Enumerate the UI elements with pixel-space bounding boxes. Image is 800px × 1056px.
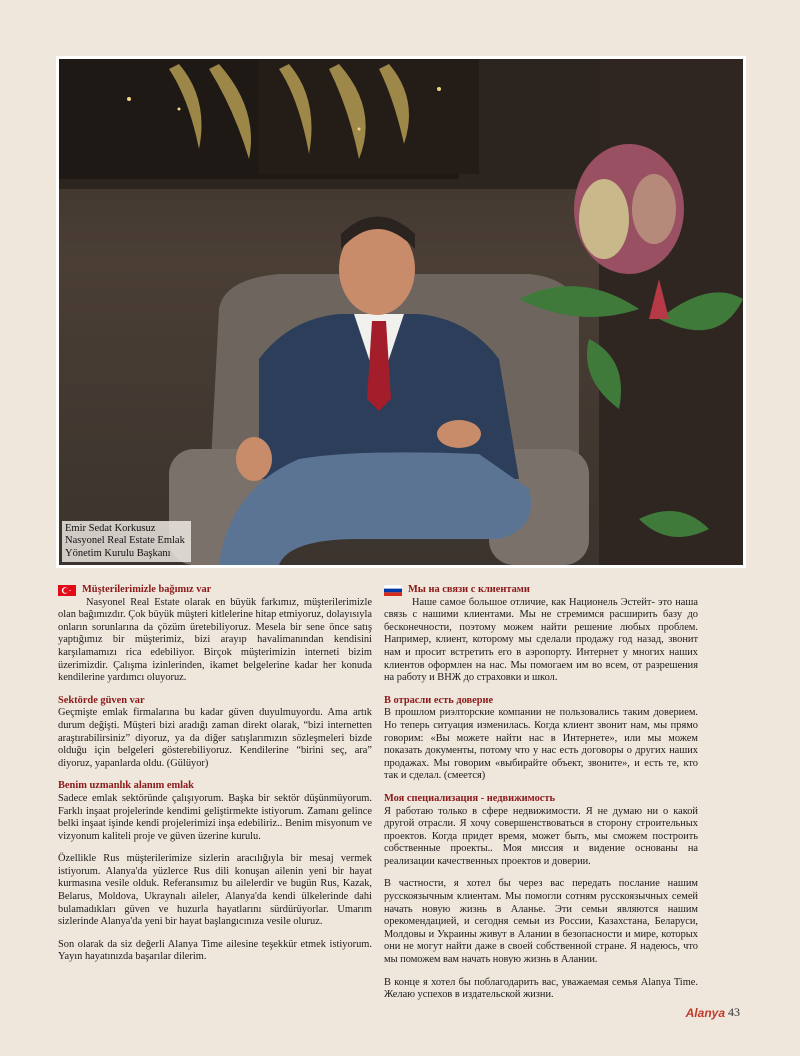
photo-frame [56, 56, 746, 568]
section-tr-1 [58, 584, 372, 685]
section-tr-3 [58, 780, 372, 964]
section-paragraph: В конце я хотел бы поблагодарить вас, уважаемая семья Alanya Time. Желаю успехов в издательской жизни. [384, 976, 698, 1001]
section-paragraph: Geçmişte emlak firmalarına bu kadar güven duyulmuyordu. Ama artık durum değişti. Müşteri bizi aradığı zaman direkt olarak, “bizi internetten araştırabilirsiniz” diyoruz, ya da diğer satışlarımızın sözleşmeleri bizde olduğu için belgeleri gösterebiliyoruz. Kendilerine “birini seç, ara” diyoruz, yapanlarda oldu. (Gülüyor) [58, 707, 372, 769]
section-heading: Benim uzmanlık alanım emlak [58, 780, 194, 792]
caption-title: Yönetim Kurulu Başkanı [65, 547, 171, 559]
section-heading: Моя специализация - недвижимость [384, 792, 555, 804]
section-heading: Müşterilerimizle bağımız var [58, 584, 372, 597]
section-ru-3 [384, 793, 698, 1002]
photo-caption [62, 521, 191, 563]
section-paragraph: Son olarak da siz değerli Alanya Time ailesine teşekkür etmek istiyorum. Yayın hayatınızda başarılar dilerim. [58, 938, 372, 963]
caption-company: Nasyonel Real Estate Emlak [65, 535, 185, 546]
section-ru-1 [384, 584, 698, 685]
left-column [58, 584, 372, 974]
section-heading: В отрасли есть доверие [384, 694, 494, 706]
section-tr-2 [58, 695, 372, 771]
right-column [384, 584, 698, 1012]
section-heading: Мы на связи с клиентами [384, 584, 698, 597]
caption-name: Emir Sedat Korkusuz [65, 522, 156, 534]
section-paragraph: Sadece emlak sektöründe çalışıyorum. Başka bir sektör düşünmüyorum. Farklı inşaat projelerinde kendimi geliştirmekte istiyorum. Zamanı gelince belki inşaat işinde kendi projelerimizi inşa edebiliriz.. Benim misyonum ve vizyonum kaliteli proje ve güven üzerine kurulu. [58, 792, 372, 842]
section-paragraph: Özellikle Rus müşterilerimize sizlerin aracılığıyla bir mesaj vermek istiyorum. Alanya'da yüzlerce Rus dili konuşan ailenin yeni bir hayat kurmasına vesile olduk. Referansımız bu ailelerdir ve bugün Rus, Kazak, Belarus, Moldova, Ukraynalı aileler, Alanya'da kendi ülkelerinde dahi bulamadıkları güven ve huzurla hayatlarını sürdürüyorlar. Umarım sizlerinde Alanya'da yeni bir hayat başlangıcınıza vesile oluruz. [58, 853, 372, 928]
portrait-illustration [59, 59, 743, 565]
section-heading: Sektörde güven var [58, 694, 145, 706]
section-paragraph: В частности, я хотел бы через вас передать послание нашим русскоязычным клиентам. Мы помогли сотням русскоязычных семей начать новую жизнь в Аланье. Эти семьи являются нашим орекомендацией, и сегодня семьи из России, Казахстана, Беларуси, Молдовы и Украины живут в Алании в безопасности и мире, которых они не могут найти даже в своей собственной стране. Я надеюсь, что мы поможем вам начать новую жизнь в Алании. [384, 878, 698, 966]
section-paragraph: Nasyonel Real Estate olarak en büyük farkımız, müşterilerimizle olan bağımızdır. Çok büyük müşteri kitlelerine hitap etmiyoruz, dolayısıyla onların sorunlarına da çözüm üretebiliyoruz. Mesela bir sene önce satış yaptığımız bir müşterimiz, bizi arayıp havalimanından kendisini karşılamamızı rica edebiliyor. Birçok müşterimizin interneti bizim üzerimizdir. Çalışma izinlerinden, ikamet belgelerine kadar her konuda kendilerine yardımcı oluyoruz. [58, 596, 372, 684]
page-number: 43 [728, 1005, 740, 1019]
russia-flag-icon [384, 585, 402, 596]
turkey-flag-icon [58, 585, 76, 596]
brand-logo: Alanya [685, 1005, 725, 1020]
section-paragraph: Наше самое большое отличие, как Национель Эстейт- это наша связь с нашими клиентами. Мы не стремимся расширить базу до бесконечности, поэтому можем найти решение любых проблем. Например, клиент, которому мы сделали продажу год назад, звонит нам и просит встретить его в аэропорту. Интернет у многих наших клиентов оформлен на нас. Мы помогаем им во всем, от разрешения на работу и ВНЖ до страховки и школ. [384, 596, 698, 684]
section-paragraph: В прошлом риэлторские компании не пользовались таким доверием. Но теперь ситуация изменилась. Когда клиент звонит нам, мы прямо говорим: «Вы можете найти нас в Интернете», или мы можем показать документы, потому что у нас есть договоры о других наших продажах. Мы говорим «выбирайте объект, звоните», и есть те, кто так и сделал. (смеется) [384, 707, 698, 782]
section-ru-2 [384, 695, 698, 783]
portrait-photo [59, 59, 743, 565]
page-footer [686, 1005, 740, 1020]
section-paragraph: Я работаю только в сфере недвижимости. Я не думаю ни о какой другой отрасли. Я хочу совершенствоваться в сторону строительных проектов. Когда придет время, может быть, мы сможем построить собственные проекты.. Моя миссия и видение основаны на реализации качественных проектов и доверии. [384, 805, 698, 867]
